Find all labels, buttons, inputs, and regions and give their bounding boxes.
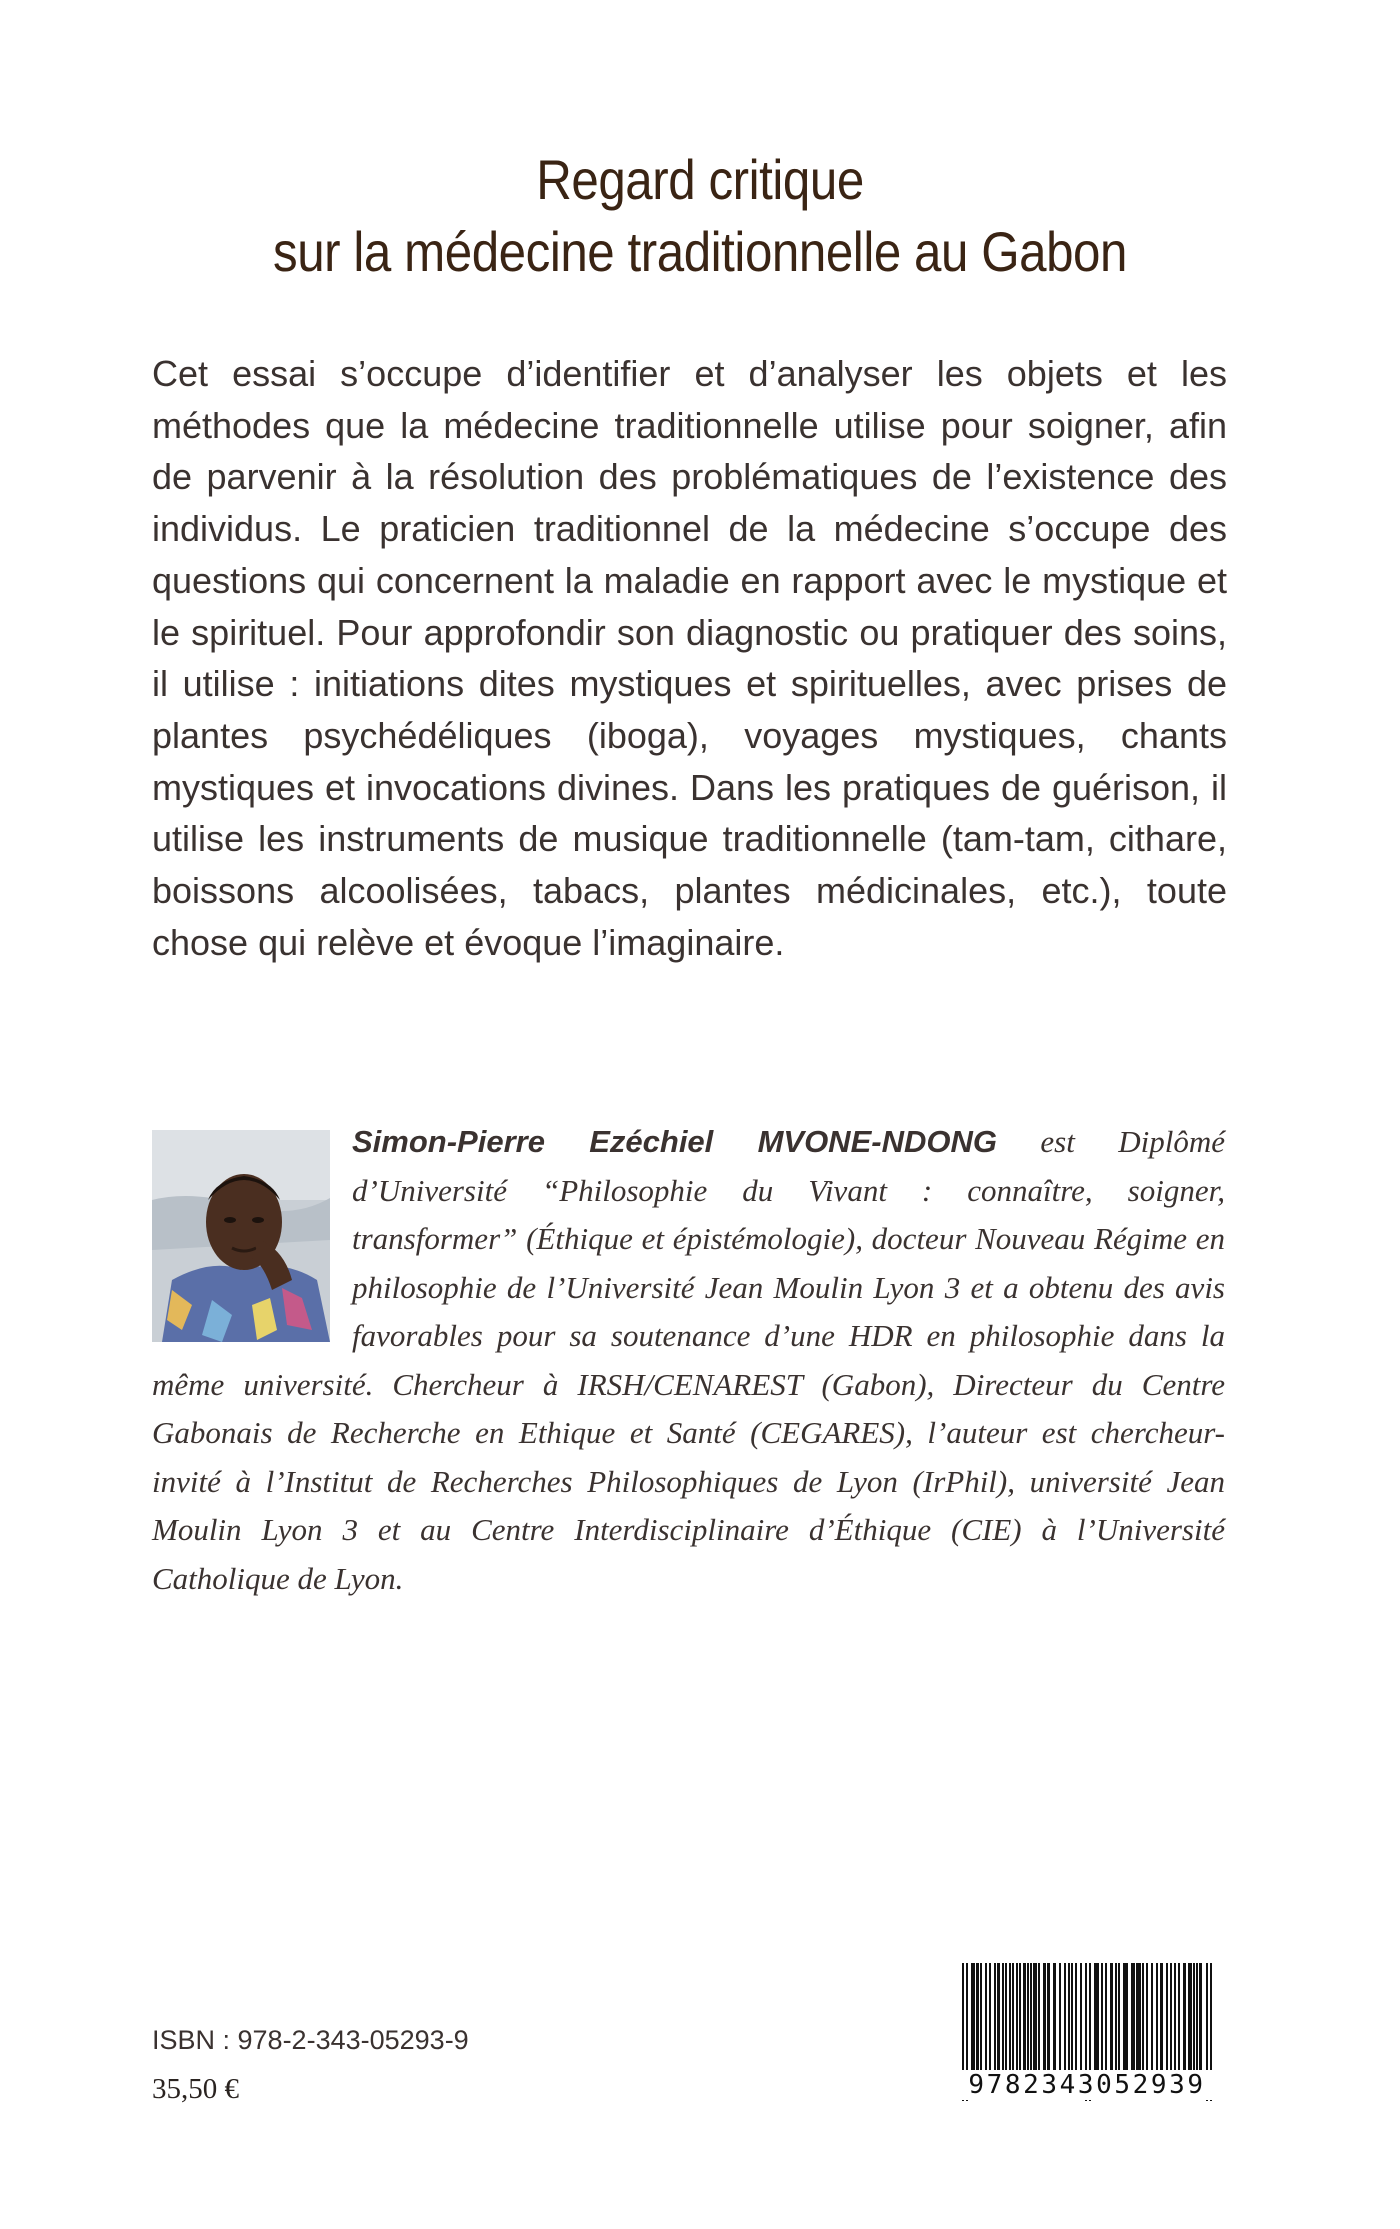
book-blurb: Cet essai s’occupe d’identifier et d’analyser les objets et les méthodes que la médecine traditionnelle utilise pour soigner, afin de parvenir à la résolution des problématiques de l’existence des individus. Le praticien traditionnel de la médecine s’occupe des questions qui concernent la maladie en rapport avec le mystique et le spirituel. Pour approfondir son diagnostic ou pratiquer des soins, il utilise : initiations dites mystiques et spirituelles, avec prises de plantes psychédéliques (iboga), voyages mystiques, chants mystiques et invocations divines. Dans les pratiques de guérison, il utilise les instruments de musique traditionnelle (tam-tam, cithare, boissons alcoolisées, tabacs, plantes médicinales, etc.), toute chose qui relève et évoque l’imaginaire. — [152, 353, 1227, 963]
barcode-digits: 9782343052939 — [942, 2070, 1232, 2100]
barcode-bar — [1101, 1963, 1103, 2073]
barcode-bar — [1064, 1963, 1066, 2073]
barcode-bar — [976, 1963, 979, 2073]
barcode-bar — [1110, 1963, 1113, 2073]
barcode-bar — [1166, 1963, 1168, 2073]
author-bio — [152, 1118, 1225, 1603]
book-title-line-1: Regard critique — [536, 147, 864, 211]
barcode-bar — [1059, 1963, 1061, 2073]
barcode-bar — [1115, 1963, 1117, 2073]
barcode-bar — [1080, 1963, 1082, 2073]
barcode-bar — [1183, 1963, 1186, 2073]
barcode-bar — [1030, 1963, 1032, 2073]
barcode-bar — [1012, 1963, 1014, 2073]
barcode-bar — [1071, 1963, 1073, 2073]
barcode-bar — [1131, 1963, 1135, 2073]
barcode-bar — [971, 1963, 975, 2073]
barcode-bar — [1016, 1963, 1018, 2073]
barcode-bar — [997, 1963, 1000, 2073]
barcode-bar — [1193, 1963, 1195, 2073]
barcode-bar — [1178, 1963, 1180, 2073]
barcode-bar — [1023, 1963, 1026, 2073]
barcode-bar — [1075, 1963, 1077, 2073]
barcode-bar — [1033, 1963, 1037, 2073]
author-bio-text: est Diplômé d’Université “Philosophie du Vivant : connaître, soigner, transformer” (Éthique et épistémologie), docteur Nouveau Régime en philosophie de l’Université Jean Moulin Lyon 3 et a obtenu des avis favorables pour sa soutenance d’une HDR en philosophie dans la même université. Chercheur à IRSH/CENAREST (Gabon), Directeur du Centre Gabonais de Recherche en Ethique et Santé (CEGARES), l’auteur est chercheur-invité à l’Institut de Recherches Philosophiques de Lyon (IrPhil), université Jean Moulin Lyon 3 et au Centre Interdisciplinaire d’Éthique (CIE) à l’Université Catholique de Lyon. — [152, 1124, 1225, 1596]
barcode-bar — [1151, 1963, 1153, 2073]
barcode-bar — [980, 1963, 982, 2073]
barcode-bar — [1142, 1963, 1144, 2073]
barcode-bar — [1068, 1963, 1070, 2073]
isbn: ISBN : 978-2-343-05293-9 — [152, 2025, 469, 2055]
barcode-bar — [1009, 1963, 1011, 2073]
barcode-bar — [994, 1963, 996, 2073]
barcode-bar — [1094, 1963, 1099, 2073]
barcode-bar — [1105, 1963, 1107, 2073]
barcode-bar — [1123, 1963, 1128, 2073]
book-title-line-2: sur la médecine traditionnelle au Gabon — [272, 219, 1127, 283]
barcode-bar — [1188, 1963, 1192, 2073]
barcode-bar — [1047, 1963, 1050, 2073]
barcode-bar — [1019, 1963, 1021, 2073]
barcode-bar — [1160, 1963, 1163, 2073]
barcode-bar — [1027, 1963, 1029, 2073]
barcode-bar — [1174, 1963, 1176, 2073]
barcode-bar — [1199, 1963, 1202, 2073]
barcode-bar — [1156, 1963, 1158, 2073]
barcode-bar — [1136, 1963, 1141, 2073]
barcode-bar — [1005, 1963, 1007, 2073]
barcode-bar — [1196, 1963, 1198, 2073]
barcode-bar — [1053, 1963, 1056, 2073]
barcode-bar — [1043, 1963, 1046, 2073]
barcode-bar — [985, 1963, 987, 2073]
barcode-bar — [1002, 1963, 1004, 2073]
barcode-bar — [1170, 1963, 1172, 2073]
price: 35,50 € — [152, 2073, 239, 2105]
barcode-bar — [1038, 1963, 1040, 2073]
author-name: Simon-Pierre Ezéchiel MVONE-NDONG — [352, 1124, 997, 1159]
barcode-bar — [1118, 1963, 1120, 2073]
barcode-bar — [1146, 1963, 1148, 2073]
barcode-bar — [989, 1963, 991, 2073]
